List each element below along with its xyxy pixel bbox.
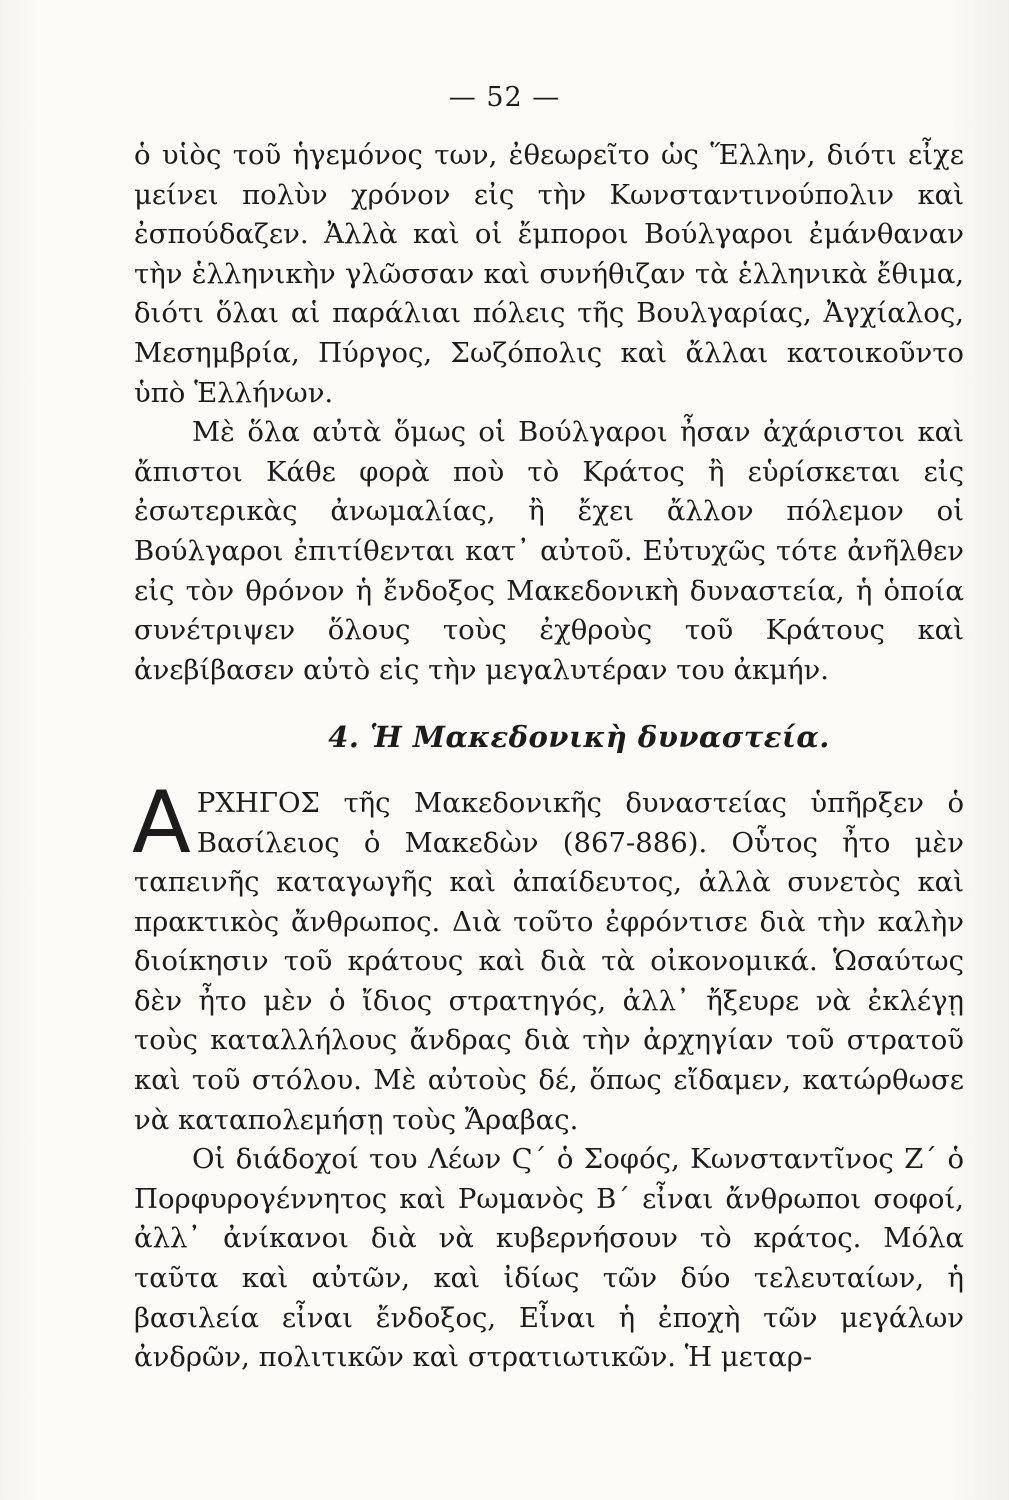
dropcap-letter: Α: [132, 772, 191, 873]
page-number: — 52 —: [448, 82, 561, 113]
paragraph-3: [132, 772, 964, 1140]
paragraph-4: Οἱ διάδοχοί του Λέων Ϛ΄ ὁ Σοφός, Κωνσταντῖνος Ζ΄ ὁ Πορφυρογέννητος καὶ Ρωμανὸς Β΄ εἶναι ἄνθρωποι σοφοί, ἀλλ᾽ ἀνίκανοι διὰ νὰ κυβερνήσουν τὸ κράτος. Μόλα ταῦτα καὶ αὐτῶν, καὶ ἰδίως τῶν δύο τελευταίων, ἡ βασιλεία εἶναι ἔνδοξος, Εἶναι ἡ ἐποχὴ τῶν μεγάλων ἀνδρῶν, πολιτικῶν καὶ στρατιωτικῶν. Ἡ μεταρ-: [134, 1143, 964, 1374]
section-heading: 4. Ἡ Μακεδονικὴ δυναστεία.: [328, 720, 830, 755]
paragraph-1: ὁ υἱὸς τοῦ ἡγεμόνος των, ἐθεωρεῖτο ὡς Ἕλλην, διότι εἶχε μείνει πολὺν χρόνον εἰς τὴν Κωνσταντινούπολιν καὶ ἐσπούδαζεν. Ἀλλὰ καὶ οἱ ἔμποροι Βούλγαροι ἐμάνθαναν τὴν ἑλληνικὴν γλῶσσαν καὶ συνήθιζαν τὰ ἑλληνικὰ ἔθιμα, διότι ὅλαι αἱ παράλιαι πόλεις τῆς Βουλγαρίας, Ἀγχίαλος, Μεσημβρία, Πύργος, Σωζόπολις καὶ ἄλλαι κατοικοῦντο ὑπὸ Ἑλλήνων.: [134, 139, 964, 409]
page-text: [134, 136, 964, 1378]
paragraph-2: Μὲ ὅλα αὐτὰ ὅμως οἱ Βούλγαροι ἦσαν ἀχάριστοι καὶ ἄπιστοι Κάθε φορὰ ποὺ τὸ Κράτος ἢ εὑρίσκεται εἰς ἐσωτερικὰς ἀνωμαλίας, ἢ ἔχει ἄλλον πόλεμον οἱ Βούλγαροι ἐπιτίθενται κατ᾽ αὐτοῦ. Εὐτυχῶς τότε ἀνῆλθεν εἰς τὸν θρόνον ἡ ἔνδοξος Μακεδονικὴ δυναστεία, ἡ ὁποία συνέτριψεν ὅλους τοὺς ἐχθροὺς τοῦ Κράτους καὶ ἀνεβίβασεν αὐτὸ εἰς τὴν μεγαλυτέραν του ἀκμήν.: [134, 416, 964, 686]
paragraph-3-text: ΡΧΗΓΟΣ τῆς Μακεδονικῆς δυναστείας ὑπῆρξεν ὁ Βασίλειος ὁ Μακεδὼν (867-886). Οὗτος ἦτο μὲν ταπεινῆς καταγωγῆς καὶ ἀπαίδευτος, ἀλλὰ συνετὸς καὶ πρακτικὸς ἄνθρωπος. Διὰ τοῦτο ἐφρόντισε διὰ τὴν καλὴν διοίκησιν τοῦ κράτους καὶ διὰ τὰ οἰκονομικά. Ὡσαύτως δὲν ἦτο μὲν ὁ ἴδιος στρατηγός, ἀλλ᾽ ἤξευρε νὰ ἐκλέγῃ τοὺς καταλλήλους ἄνδρας διὰ τὴν ἀρχηγίαν τοῦ στρατοῦ καὶ τοῦ στόλου. Μὲ αὐτοὺς δέ, ὅπως εἴδαμεν, κατώρθωσε νὰ καταπολεμήσῃ τοὺς Ἄραβας.: [134, 786, 964, 1136]
